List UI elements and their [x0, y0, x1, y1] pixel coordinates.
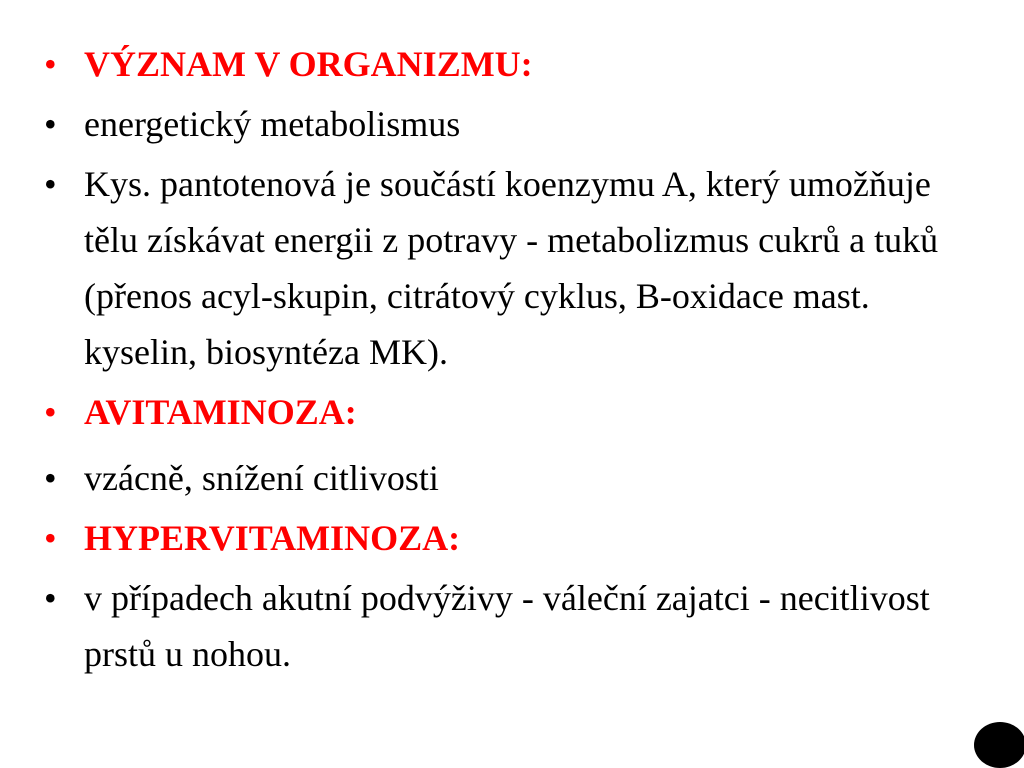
bullet-icon: • — [44, 104, 57, 144]
bullet-icon: • — [44, 518, 57, 558]
list-item — [44, 96, 984, 152]
list-item-text: AVITAMINOZA: — [84, 392, 357, 432]
list-item — [44, 156, 984, 380]
bullet-icon: • — [44, 164, 57, 204]
list-item-text: VÝZNAM V ORGANIZMU: — [84, 44, 533, 84]
list-item — [44, 450, 984, 506]
list-item-text: Kys. pantotenová je součástí koenzymu A, který umožňuje tělu získávat energii z potravy - metabolizmus cukrů a tuků (přenos acyl-skupin, citrátový cyklus, B-oxidace mast. kyselin, biosyntéza MK). — [84, 164, 939, 372]
bullet-icon: • — [44, 392, 57, 432]
bullet-icon: • — [44, 458, 57, 498]
list-item-text: v případech akutní podvýživy - váleční zajatci - necitlivost prstů u nohou. — [84, 578, 930, 674]
list-item — [44, 570, 984, 682]
bullet-icon: • — [44, 578, 57, 618]
list-item-text: HYPERVITAMINOZA: — [84, 518, 461, 558]
slide-bullet-list — [44, 36, 984, 686]
list-item-heading-hypervitaminoza — [44, 510, 984, 566]
corner-circle-icon — [974, 722, 1024, 768]
list-item-heading-vyznam — [44, 36, 984, 92]
bullet-icon: • — [44, 44, 57, 84]
list-item-heading-avitaminoza — [44, 384, 984, 440]
list-item-text: energetický metabolismus — [84, 104, 461, 144]
list-item-text: vzácně, snížení citlivosti — [84, 458, 439, 498]
